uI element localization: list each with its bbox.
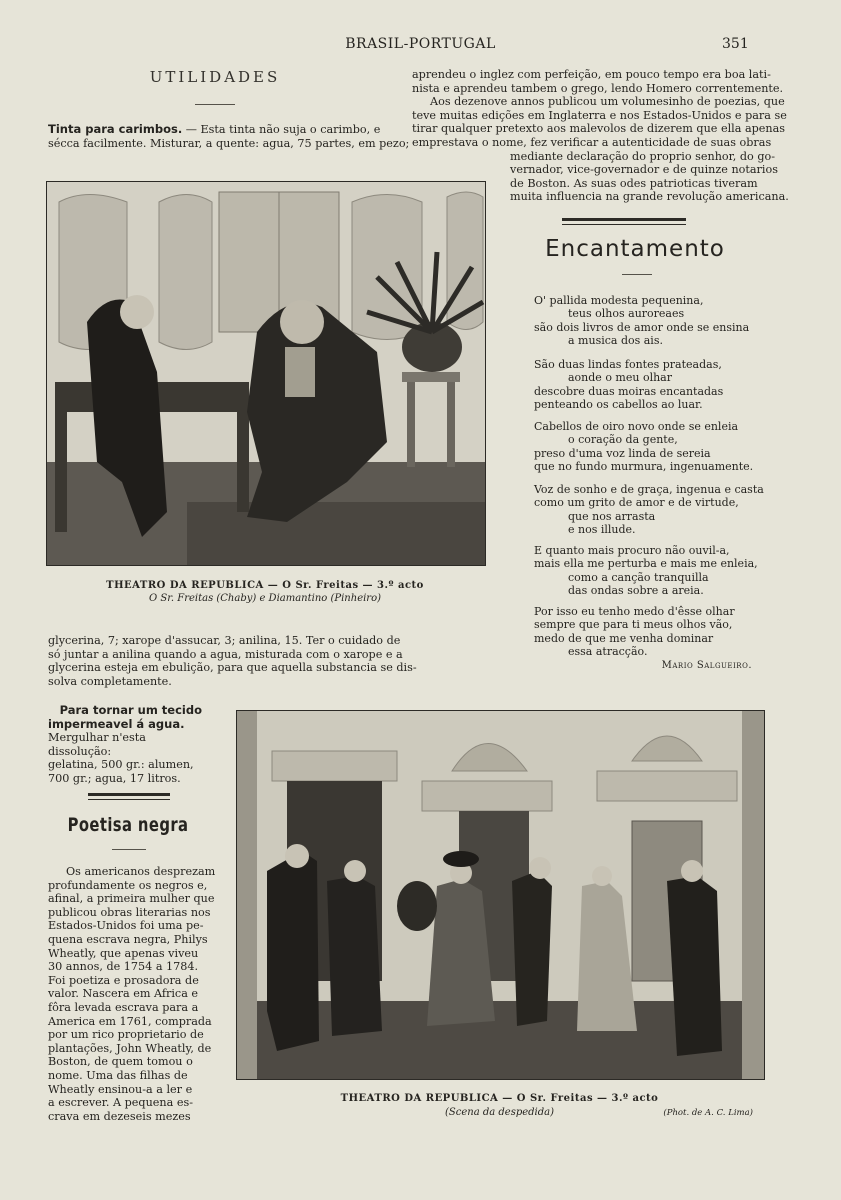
section-title-poetisa-negra: Poetisa negra bbox=[67, 814, 189, 836]
poem-stanza-2 bbox=[534, 358, 764, 412]
divider bbox=[195, 104, 235, 105]
impermeavel-heading-1: Para tornar um tecido bbox=[59, 703, 202, 717]
poetisa-line: profundamente os negros e, bbox=[48, 878, 208, 892]
cont-line: tirar qualquer pretexto aos malevolos de dizerem que ella apenas bbox=[412, 122, 786, 136]
poem-verse: Por isso eu tenho medo d'êsse olhar bbox=[534, 605, 735, 618]
tinta-heading: Tinta para carimbos. bbox=[48, 122, 183, 136]
poem-author: Mario Salgueiro. bbox=[661, 660, 752, 671]
cont-line: nista e aprendeu tambem o grego, lendo Homero correntemente. bbox=[412, 81, 784, 95]
poem-verse: a musica dos ais. bbox=[568, 334, 663, 348]
poem-verse: preso d'uma voz linda de sereia bbox=[534, 446, 711, 460]
poetisa-line: Wheatly ensinou-a a ler e bbox=[48, 1082, 193, 1096]
divider-thin bbox=[88, 799, 170, 800]
tinta-text-2: sécca facilmente. Misturar, a quente: agua, 75 partes, em pezo; bbox=[48, 136, 410, 150]
tinta-continuation bbox=[48, 634, 417, 688]
cont-line: muita influencia na grande revolução americana. bbox=[510, 190, 789, 204]
poetisa-line: crava em dezeseis mezes bbox=[48, 1109, 191, 1123]
divider bbox=[622, 274, 652, 275]
poetisa-article bbox=[48, 865, 216, 1123]
photo2-caption-subtitle: (Scena da despedida) bbox=[444, 1107, 555, 1118]
poetisa-line: fôra levada escrava para a bbox=[48, 1000, 199, 1014]
poetisa-line: publicou obras literarias nos bbox=[48, 905, 211, 919]
photo1-caption-subtitle: O Sr. Freitas (Chaby) e Diamantino (Pinheiro) bbox=[148, 593, 382, 604]
poem-verse: e nos illude. bbox=[568, 523, 636, 537]
impermeavel-text-2: gelatina, 500 gr.: alumen, bbox=[48, 758, 194, 772]
photo-credit: (Phot. de A. C. Lima) bbox=[663, 1108, 753, 1118]
tinta-cont-3: glycerina esteja em ebulição, para que aquella substancia se dis- bbox=[48, 661, 417, 675]
poetisa-line: a escrever. A pequena es- bbox=[48, 1096, 193, 1110]
poetisa-line: valor. Nascera em Africa e bbox=[48, 987, 199, 1001]
theatre-photo-scena-despedida bbox=[236, 710, 765, 1080]
poem-verse: como a canção tranquilla bbox=[568, 570, 709, 584]
photo2-caption-title: THEATRO DA REPUBLICA — O Sr. Freitas — 3.º acto bbox=[340, 1093, 659, 1104]
poetisa-line: por um rico proprietario de bbox=[48, 1028, 204, 1042]
photo-illustration bbox=[237, 711, 764, 1079]
poem-verse: descobre duas moiras encantadas bbox=[534, 384, 724, 398]
divider-thick bbox=[562, 218, 686, 221]
poem-verse: como um grito de amor e de virtude, bbox=[534, 496, 739, 510]
poem-verse: sempre que para ti meus olhos vão, bbox=[534, 618, 733, 632]
poem-stanza-5 bbox=[534, 544, 764, 598]
photo-illustration bbox=[47, 182, 485, 565]
poem-verse: penteando os cabellos ao luar. bbox=[534, 398, 703, 412]
poetisa-line: America em 1761, comprada bbox=[48, 1014, 212, 1028]
poetisa-line: 30 annos, de 1754 a 1784. bbox=[48, 960, 199, 974]
poetisa-line: Wheatly, que apenas viveu bbox=[48, 946, 199, 960]
impermeavel-heading-2: impermeavel á agua. bbox=[48, 716, 185, 731]
poem-title: Encantamento bbox=[545, 236, 725, 262]
cont-line: mediante declaração do proprio senhor, do go- bbox=[510, 149, 776, 163]
poem-verse: medo de que me venha dominar bbox=[534, 631, 714, 645]
running-header: BRASIL-PORTUGAL bbox=[345, 36, 496, 52]
cont-line: de Boston. As suas odes patrioticas tiveram bbox=[510, 176, 758, 190]
photo2-caption-row bbox=[236, 1107, 763, 1121]
photo2-caption bbox=[236, 1093, 763, 1121]
poetisa-line: afinal, a primeira mulher que bbox=[48, 892, 215, 906]
poem-verse: aonde o meu olhar bbox=[568, 371, 672, 385]
poem-verse: que nos arrasta bbox=[568, 509, 656, 523]
poem-verse: O' pallida modesta pequenina, bbox=[534, 294, 704, 307]
tinta-cont-2: só juntar a anilina quando a agua, misturada com o xarope e a bbox=[48, 647, 403, 661]
poem-verse: Voz de sonho e de graça, ingenua e casta bbox=[534, 483, 764, 496]
cont-line: vernador, vice-governador e de quinze notarios bbox=[510, 163, 778, 177]
poem-verse: são dois livros de amor onde se ensina bbox=[534, 320, 750, 334]
page-number: 351 bbox=[722, 36, 749, 52]
cont-line: Aos dezenove annos publicou um volumesinho de poezias, que bbox=[430, 95, 785, 109]
photo1-caption-title: THEATRO DA REPUBLICA — O Sr. Freitas — 3.º acto bbox=[106, 580, 424, 591]
section-title-utilidades: UTILIDADES bbox=[149, 68, 281, 86]
divider-thick bbox=[88, 793, 170, 796]
poetisa-line: nome. Uma das filhas de bbox=[48, 1068, 188, 1082]
poetisa-line: Boston, de quem tomou o bbox=[48, 1055, 193, 1069]
poem-stanza-3 bbox=[534, 420, 764, 474]
impermeavel-paragraph bbox=[48, 704, 208, 786]
poem-verse: que no fundo murmura, ingenuamente. bbox=[534, 460, 754, 474]
impermeavel-text-3: 700 gr.; agua, 17 litros. bbox=[48, 771, 181, 785]
poem-stanza-4 bbox=[534, 483, 764, 537]
tinta-paragraph bbox=[48, 122, 410, 150]
poem-verse: E quanto mais procuro não ouvil-a, bbox=[534, 544, 730, 557]
cont-line: teve muitas edições em Inglaterra e nos Estados-Unidos e para se bbox=[412, 108, 787, 122]
poem-stanza-6 bbox=[534, 605, 764, 659]
poetisa-line: quena escrava negra, Philys bbox=[48, 932, 208, 946]
poem-verse: o coração da gente, bbox=[568, 433, 678, 447]
theatre-photo-chaby-pinheiro bbox=[46, 181, 486, 566]
photo1-caption bbox=[46, 580, 484, 604]
poem-verse: Cabellos de oiro novo onde se enleia bbox=[534, 420, 739, 433]
divider bbox=[112, 849, 146, 850]
poetisa-line: plantações, John Wheatly, de bbox=[48, 1041, 212, 1055]
poem-verse: São duas lindas fontes prateadas, bbox=[534, 358, 722, 371]
cont-line: aprendeu o inglez com perfeição, em pouco tempo era boa lati- bbox=[412, 68, 771, 81]
poem-verse: mais ella me perturba e mais me enleia, bbox=[534, 557, 758, 571]
poetisa-continuation bbox=[412, 68, 789, 204]
poem-verse: essa atracção. bbox=[568, 645, 648, 659]
poetisa-line: Estados-Unidos foi uma pe- bbox=[48, 919, 204, 933]
poem-stanza-1 bbox=[534, 294, 764, 348]
tinta-text-1: — Esta tinta não suja o carimbo, e bbox=[185, 123, 381, 136]
divider-thin bbox=[562, 224, 686, 225]
poem-verse: teus olhos auroreaes bbox=[568, 307, 685, 321]
poetisa-line: Os americanos desprezam bbox=[66, 865, 216, 878]
tinta-cont-1: glycerina, 7; xarope d'assucar, 3; anilina, 15. Ter o cuidado de bbox=[48, 634, 401, 647]
poetisa-line: Foi poetiza e prosadora de bbox=[48, 973, 199, 987]
impermeavel-text-1: Mergulhar n'esta dissolução: bbox=[48, 731, 146, 758]
poem-verse: das ondas sobre a areia. bbox=[568, 584, 704, 598]
tinta-cont-4: solva completamente. bbox=[48, 674, 172, 688]
cont-line: emprestava o nome, fez verificar a autenticidade de suas obras bbox=[412, 135, 772, 149]
